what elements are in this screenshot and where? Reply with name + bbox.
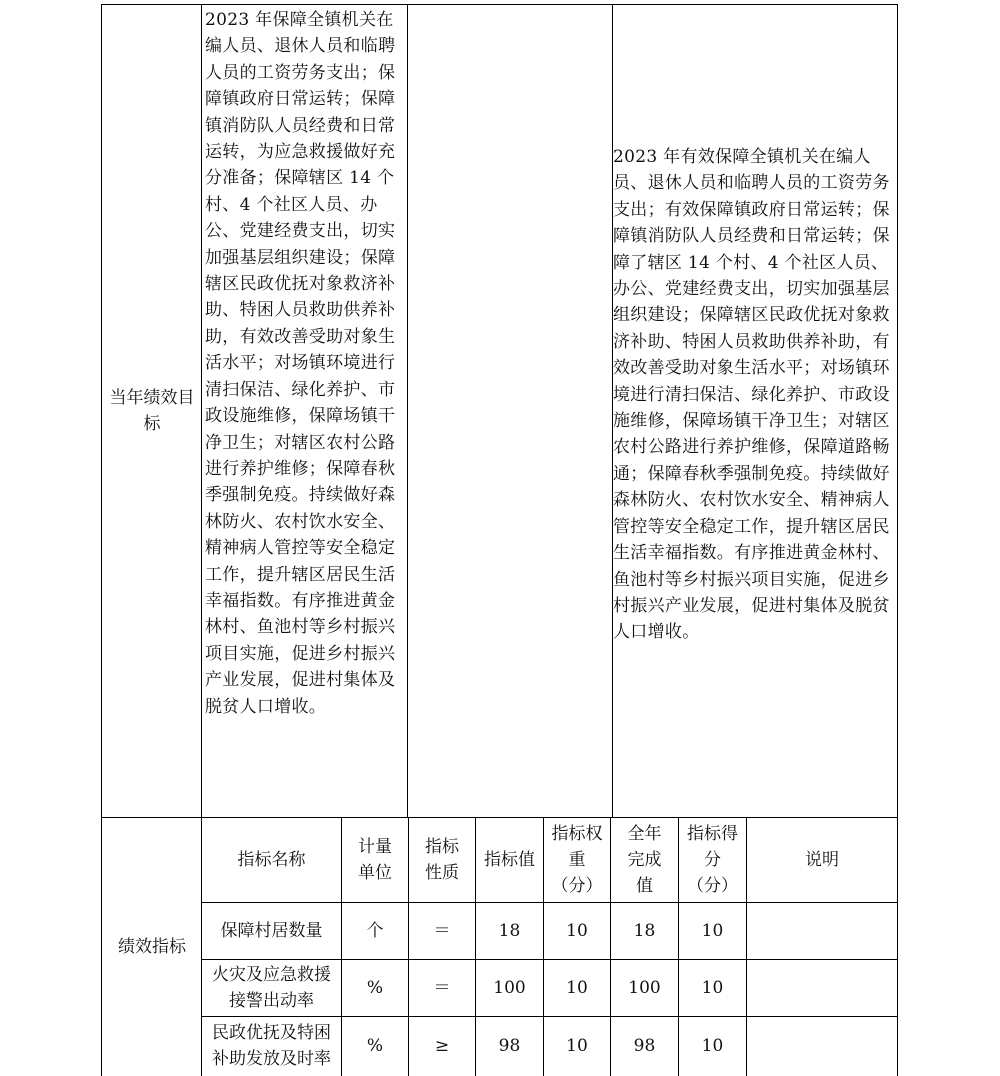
header-note: 说明	[805, 850, 839, 870]
row-2-value: 100	[493, 978, 526, 998]
goal-label: 当年绩效目标	[109, 387, 195, 434]
goal-planned-divider	[407, 4, 408, 817]
row-2-unit: %	[366, 978, 384, 998]
header-score: 指标得分（分）	[687, 824, 738, 896]
row-2-note	[747, 960, 897, 1016]
table-right-border	[897, 4, 898, 1076]
table-top-border	[101, 4, 898, 5]
actual-result-text: 2023 年有效保障全镇机关在编人员、退休人员和临聘人员的工资劳务支出；有效保障镇政府日常运转；保障镇消防队人员经费和日常运转；保障了辖区 14 个村、4 个社区人员、办公、党建经费支出，切实加强基层组织建设；保障辖区民政优抚对象救济补助、特困人员救助供养补助，有效改善受助对象生活水平；对场镇环境进行清扫保洁、绿化养护、市政设施维修，保障场镇干净卫生；对辖区农村公路进行养护维修，保障道路畅通；保障春秋季强制免疫。持续做好森林防火、农村饮水安全、精神病人管控等安全稳定工作，提升辖区居民生活幸福指数。有序推进黄金林村、鱼池村等乡村振兴项目实施，促进乡村振兴产业发展，促进村集体及脱贫人口增收。	[613, 147, 890, 643]
header-actual: 全年完成值	[627, 824, 662, 896]
indicator-label: 绩效指标	[118, 937, 186, 957]
row-2-score: 10	[701, 978, 724, 998]
row-1-unit: 个	[366, 921, 384, 941]
row-1-nature: ＝	[433, 921, 451, 941]
header-weight: 指标权重（分）	[551, 824, 603, 896]
row-2-nature: ＝	[433, 978, 451, 998]
row-3-weight: 10	[566, 1036, 588, 1056]
header-unit: 计量单位	[358, 837, 392, 883]
row-1-value: 18	[498, 921, 521, 941]
row-3-value: 98	[498, 1036, 521, 1056]
row-3-actual: 98	[633, 1036, 656, 1056]
row-1-weight: 10	[566, 921, 588, 941]
row-3-unit: %	[366, 1036, 384, 1056]
row-3-score: 10	[701, 1036, 724, 1056]
row-1-actual: 18	[633, 921, 656, 941]
row-3-name: 民政优抚及特困补助发放及时率	[212, 1023, 331, 1069]
row-1-score: 10	[701, 921, 724, 941]
header-indicator-name: 指标名称	[237, 850, 306, 870]
row-3-nature: ≥	[434, 1036, 450, 1056]
planned-target-text: 2023 年保障全镇机关在编人员、退休人员和临聘人员的工资劳务支出；保障镇政府日常运转；保障镇消防队人员经费和日常运转，为应急救援做好充分准备；保障辖区 14 个村、4 个社区人员、办公、党建经费支出，切实加强基层组织建设；保障辖区民政优抚对象救济补助、特困人员救助供养补助，有效改善受助对象生活水平；对场镇环境进行清扫保洁、绿化养护、市政设施维修，保障场镇干净卫生；对辖区农村公路进行养护维修；保障春秋季强制免疫。持续做好森林防火、农村饮水安全、精神病人管控等安全稳定工作，提升辖区居民生活幸福指数。有序推进黄金林村、鱼池村等乡村振兴项目实施，促进乡村振兴产业发展，促进村集体及脱贫人口增收。	[205, 10, 396, 717]
performance-table	[101, 4, 898, 1076]
table-left-border	[101, 4, 102, 1076]
row-3-note	[747, 1017, 897, 1075]
row-1-name: 保障村居数量	[220, 921, 323, 941]
row-2-actual: 100	[628, 978, 661, 998]
row-2-name: 火灾及应急救援接警出动率	[212, 965, 331, 1011]
header-nature: 指标性质	[425, 837, 459, 883]
row-2-weight: 10	[566, 978, 588, 998]
row-1-note	[747, 903, 897, 959]
header-value: 指标值	[484, 850, 535, 870]
